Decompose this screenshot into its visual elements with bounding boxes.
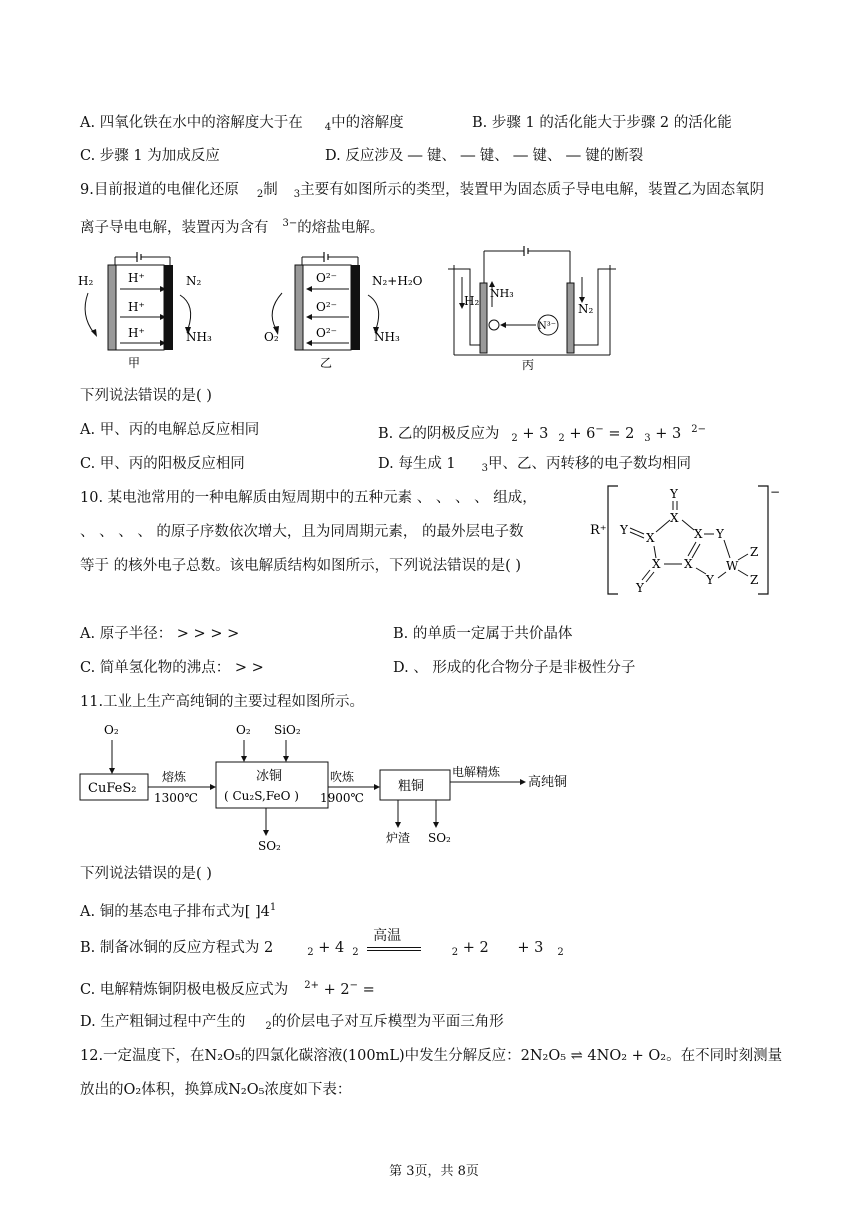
- yi-label: 乙: [320, 356, 333, 370]
- q12-stem-line2: 放出的O₂体积，换算成N₂O₅浓度如下表：: [80, 1082, 352, 1098]
- q11-stem: 11.工业上生产高纯铜的主要过程如图所示。: [80, 694, 365, 710]
- q9-optb-e: + 6: [569, 426, 596, 442]
- q10-structure-figure: [590, 482, 790, 602]
- q11-option-a: [80, 898, 276, 922]
- q8-option-d: D. 反应涉及 ― 键、 ― 键、 ― 键、 ― 键的断裂: [325, 148, 644, 164]
- q9-optb-d: 2: [558, 433, 565, 444]
- page-footer: 第 3页，共 8页: [389, 1164, 479, 1179]
- q8-option-a-tail: 中的溶解度: [331, 115, 404, 131]
- jia-ion-3: H⁺: [128, 326, 145, 340]
- q11-opta-a: A. 铜的基态电子排布式为[ ]4: [80, 904, 270, 920]
- q9-optd-a: D. 每生成 1: [378, 456, 456, 472]
- q11-optd-sub: 2: [265, 1021, 272, 1032]
- yi-ion-1: O²⁻: [316, 271, 337, 285]
- flow-so2b: SO₂: [428, 831, 451, 845]
- q11-optc-c: =: [362, 982, 375, 998]
- struct-y-bottom: Y: [636, 581, 644, 595]
- flow-o2b: O₂: [236, 723, 251, 737]
- flow-t2: 1900℃: [320, 791, 364, 805]
- struct-y-right: Y: [716, 527, 724, 541]
- q9-optb-a: B. 乙的阴极反应为: [378, 426, 500, 442]
- struct-y-left: Y: [620, 523, 628, 537]
- device-jia: [78, 252, 212, 370]
- struct-x4: X: [652, 557, 661, 571]
- yi-n2h2o-label: N₂+H₂O: [372, 274, 423, 288]
- q11-optb-s2: 2: [352, 947, 359, 958]
- q11-prompt: 下列说法错误的是( ): [80, 866, 212, 882]
- q9-optb-c: + 3: [522, 426, 549, 442]
- struct-charge: −: [770, 485, 781, 499]
- q9-option-d: [378, 454, 691, 479]
- flow-blow: 吹炼: [330, 770, 355, 784]
- device-yi: [264, 252, 423, 370]
- q10-option-b: B. 的单质一定属于共价晶体: [393, 626, 573, 642]
- flow-smelt: 熔炼: [162, 770, 187, 784]
- q9-optd-sub: 3: [481, 463, 489, 474]
- q9-stem-1c: 主要有如图所示的类型，装置甲为固态质子导电电解，装置乙为固态氧阴: [300, 182, 765, 198]
- struct-w: W: [726, 559, 739, 573]
- jia-ion-1: H⁺: [128, 271, 145, 285]
- q11-optc-b: + 2: [323, 982, 350, 998]
- q9-optb-g: = 2: [608, 426, 635, 442]
- q8-option-b: B. 步骤 1 的活化能大于步骤 2 的活化能: [472, 115, 732, 131]
- flow-cufes2: CuFeS₂: [88, 781, 137, 796]
- struct-z2: Z: [750, 573, 759, 587]
- struct-r: R⁺: [590, 523, 607, 538]
- q11-optb-b: + 4: [318, 940, 345, 956]
- q9-optd-b: 甲、乙、丙转移的电子数均相同: [488, 456, 692, 472]
- bing-n2-label: N₂: [578, 302, 594, 316]
- q10-option-d: D. 、 形成的化合物分子是非极性分子: [393, 660, 636, 676]
- q9-optb-j: 2−: [691, 424, 707, 435]
- q9-optb-f: −: [595, 424, 604, 435]
- struct-x1: X: [670, 511, 679, 525]
- flow-o2a: O₂: [104, 723, 119, 737]
- device-bing: [448, 246, 616, 372]
- q11-optb-cond: 高温: [373, 928, 402, 944]
- jia-label: 甲: [128, 356, 141, 370]
- q9-stem-line2: [80, 214, 384, 238]
- q11-optb-arrow: [367, 928, 421, 958]
- q9-stem-2a: 离子导电电解，装置丙为含有: [80, 220, 269, 236]
- q10-stem-line3: 等于 的核外电子总数。该电解质结构如图所示，下列说法错误的是( ): [80, 558, 522, 574]
- q10-option-c: C. 简单氢化物的沸点： > >: [80, 660, 264, 676]
- q11-option-c: [80, 976, 375, 1000]
- q11-optd-b: 的价层电子对互斥模型为平面三角形: [271, 1014, 504, 1030]
- q11-optb-d: + 3: [517, 940, 544, 956]
- jia-h2-label: H₂: [78, 274, 94, 288]
- q10-stem-line1: 10. 某电池常用的一种电解质由短周期中的五种元素 、 、 、 、 组成，: [80, 490, 537, 506]
- yi-o2-label: O₂: [264, 330, 279, 344]
- flow-pure: 高纯铜: [528, 775, 568, 790]
- q11-optb-s1: 2: [307, 947, 314, 958]
- yi-ion-3: O²⁻: [316, 326, 337, 340]
- q11-optc-sup: 2+: [304, 980, 320, 991]
- q11-optb-s3: 2: [451, 947, 459, 958]
- bing-h2-label: H₂: [464, 294, 480, 308]
- q9-stem-sub1: 2: [256, 189, 264, 200]
- q9-stem-sub2: 3: [293, 189, 301, 200]
- jia-nh3-label: NH₃: [186, 330, 212, 344]
- q9-optb-i: + 3: [655, 426, 682, 442]
- bing-nh3-label: NH₃: [490, 287, 514, 300]
- q9-option-b: [378, 420, 706, 449]
- flow-t1: 1300℃: [154, 791, 198, 805]
- q11-optb-a: B. 制备冰铜的反应方程式为 2: [80, 940, 274, 956]
- q10-option-a: A. 原子半径： > > > >: [80, 626, 240, 642]
- q11-optb-c: + 2: [462, 940, 489, 956]
- flow-refine: 电解精炼: [452, 765, 501, 779]
- q9-optb-h: 3: [644, 433, 651, 444]
- q9-option-c: C. 甲、丙的阳极反应相同: [80, 456, 245, 472]
- flow-matte-comp: ( Cu₂S,FeO ): [224, 789, 299, 803]
- q8-option-a-sub: 4: [324, 122, 332, 133]
- q8-option-c: C. 步骤 1 为加成反应: [80, 148, 220, 164]
- struct-x5: X: [684, 557, 693, 571]
- q9-stem-line1: [80, 180, 764, 205]
- flow-sio2: SiO₂: [274, 723, 301, 737]
- struct-x2: X: [646, 531, 655, 545]
- q12-stem-line1: 12.一定温度下，在N₂O₅的四氯化碳溶液(100mL)中发生分解反应：2N₂O₅ ⇌ 4NO₂ + O₂。在不同时刻测量: [80, 1048, 783, 1064]
- jia-ion-2: H⁺: [128, 300, 145, 314]
- q10-stem-line2: 、 、 、 、 的原子序数依次增大，且为同周期元素， 的最外层电子数: [80, 524, 524, 540]
- q11-opta-sup: 1: [269, 902, 277, 913]
- q11-optc-a: C. 电解精炼铜阴极电极反应式为: [80, 982, 289, 998]
- q9-stem-1a: 9.目前报道的电催化还原: [80, 182, 239, 198]
- flow-crude: 粗铜: [398, 779, 425, 794]
- struct-y-top: Y: [670, 487, 678, 501]
- bing-label: 丙: [522, 358, 535, 372]
- q8-option-a: [80, 113, 404, 138]
- q8-option-a-text: A. 四氧化铁在水中的溶解度大于在: [80, 115, 303, 131]
- q9-prompt: 下列说法错误的是( ): [80, 388, 212, 404]
- q11-option-b: [80, 928, 564, 963]
- bing-ion: N³⁻: [538, 321, 557, 332]
- q11-optd-a: D. 生产粗铜过程中产生的: [80, 1014, 246, 1030]
- q11-flow-figure: [76, 718, 596, 858]
- flow-slag: 炉渣: [386, 831, 411, 845]
- q9-electrolysis-figure: [70, 245, 630, 375]
- flow-matte: 冰铜: [256, 769, 283, 784]
- q9-stem-sup: 3−: [282, 218, 298, 229]
- q9-stem-2b: 的熔盐电解。: [297, 220, 385, 236]
- q11-optc-sup2: −: [349, 980, 359, 991]
- q9-option-a: A. 甲、丙的电解总反应相同: [80, 422, 260, 438]
- struct-y-br: Y: [706, 573, 714, 587]
- q11-option-d: [80, 1012, 504, 1037]
- yi-nh3-label: NH₃: [374, 330, 400, 344]
- yi-ion-2: O²⁻: [316, 300, 337, 314]
- struct-x3: X: [694, 527, 703, 541]
- jia-n2-label: N₂: [186, 274, 202, 288]
- struct-z1: Z: [750, 545, 759, 559]
- flow-so2a: SO₂: [258, 839, 281, 853]
- q9-stem-1b: 制: [263, 182, 278, 198]
- q9-optb-b: 2: [511, 433, 518, 444]
- q11-optb-s4: 2: [557, 947, 564, 958]
